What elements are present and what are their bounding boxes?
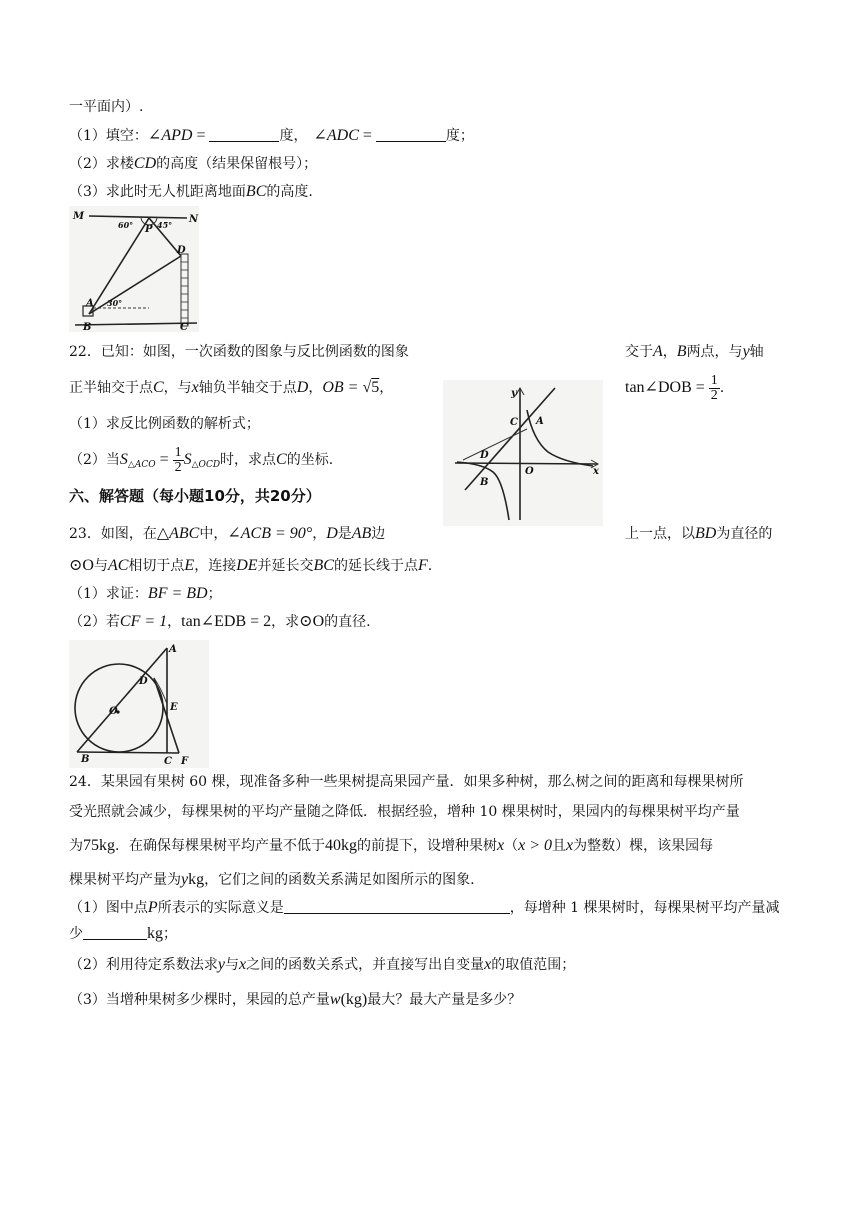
label-x: x — [593, 466, 599, 477]
label-m: M — [73, 211, 85, 222]
label-o: O — [525, 466, 534, 477]
q24-line2: 受光照就会减少，每棵果树的平均产量随之降低．根据经验，增种 10 棵果树时，果园内的每棵果树平均产量 — [69, 804, 740, 820]
label-f: F — [181, 756, 189, 767]
q23-line2: ⊙O与AC相切于点E，连接DE并延长交BC的延长线于点F. — [69, 557, 433, 574]
label-a: A — [86, 298, 94, 309]
q22-line1-right: 交于A，B两点，与y轴 — [625, 343, 764, 360]
q21-part3: （3）求此时无人机距离地面BC的高度. — [69, 183, 313, 200]
q22-line2-right: tan∠DOB = $\frac{1}{2}$ . — [625, 372, 725, 403]
label-45: 45° — [157, 220, 173, 230]
label-d: D — [177, 245, 186, 256]
label-30: 30° — [107, 298, 123, 308]
q23-line1-right: 上一点，以BD为直径的 — [625, 525, 773, 542]
label-d: D — [139, 676, 148, 687]
q21-continuation: 一平面内）. — [69, 99, 144, 115]
q21-part1: （1）填空：∠APD = 度， ∠ADC = 度； — [69, 127, 474, 144]
label-c: C — [164, 756, 172, 767]
q22-part1: （1）求反比例函数的解析式； — [69, 416, 260, 432]
answer-blank-p-meaning[interactable] — [284, 899, 510, 914]
label-b: B — [480, 477, 489, 488]
label-e: E — [170, 702, 178, 713]
label-p: P — [145, 224, 153, 235]
q24-part2: （2）利用待定系数法求y与x之间的函数关系式，并直接写出自变量x的取值范围； — [69, 956, 576, 973]
q24-part1-cont: 少 kg； — [69, 925, 177, 942]
q24-part1: （1）图中点P所表示的实际意义是 ，每增种 1 棵果树时，每棵果树平均产量减 — [69, 899, 780, 916]
label-b: B — [83, 322, 92, 332]
q21-part2: （2）求楼CD的高度（结果保留根号）； — [69, 155, 318, 172]
answer-blank-apd[interactable] — [209, 127, 279, 142]
label-d: D — [480, 450, 489, 461]
q21-figure — [69, 206, 199, 332]
q22-line2-left: 正半轴交于点C，与x轴负半轴交于点D，OB = √5， — [69, 379, 394, 396]
label-a: A — [169, 644, 177, 655]
q23-part2: （2）若CF = 1，tan∠EDB = 2，求⊙O的直径. — [69, 613, 371, 630]
label-a: A — [536, 416, 544, 427]
q22-part2: （2）当$S_{\triangle ACO}$ = $\frac{1}{2}$ $S_{\triangle OCD}$时，求点C的坐标. — [69, 444, 334, 475]
q22-figure — [443, 380, 603, 526]
q24-line4: 棵果树平均产量为ykg，它们之间的函数关系满足如图所示的图象. — [69, 871, 475, 888]
q24-line1: 24．某果园有果树 60 棵，现准备多种一些果树提高果园产量．如果多种树，那么树之间的距离和每棵果树所 — [69, 774, 744, 790]
label-c: C — [510, 417, 518, 428]
q24-line3: 为75kg．在确保每棵果树平均产量不低于40kg的前提下，设增种果树x（x > 0且x为整数）棵，该果园每 — [69, 837, 714, 854]
section-6-heading: 六、解答题（每小题10分，共20分） — [69, 487, 321, 505]
q23-line1-left: 23．如图，在△ABC中，∠ACB = 90°，D是AB边 — [69, 525, 386, 542]
label-b: B — [81, 754, 90, 765]
label-60: 60° — [118, 220, 134, 230]
q24-part3: （3）当增种果树多少棵时，果园的总产量w(kg)最大？最大产量是多少？ — [69, 991, 522, 1008]
q23-part1: （1）求证：BF = BD； — [69, 585, 222, 602]
answer-blank-decrease[interactable] — [83, 925, 147, 940]
label-n: N — [189, 214, 199, 225]
q23-figure — [69, 640, 209, 768]
answer-blank-adc[interactable] — [376, 127, 446, 142]
q22-line1-left: 22．已知：如图，一次函数的图象与反比例函数的图象 — [69, 344, 409, 360]
label-c: C — [180, 322, 188, 332]
label-o: O — [109, 706, 118, 717]
label-y: y — [511, 388, 517, 399]
